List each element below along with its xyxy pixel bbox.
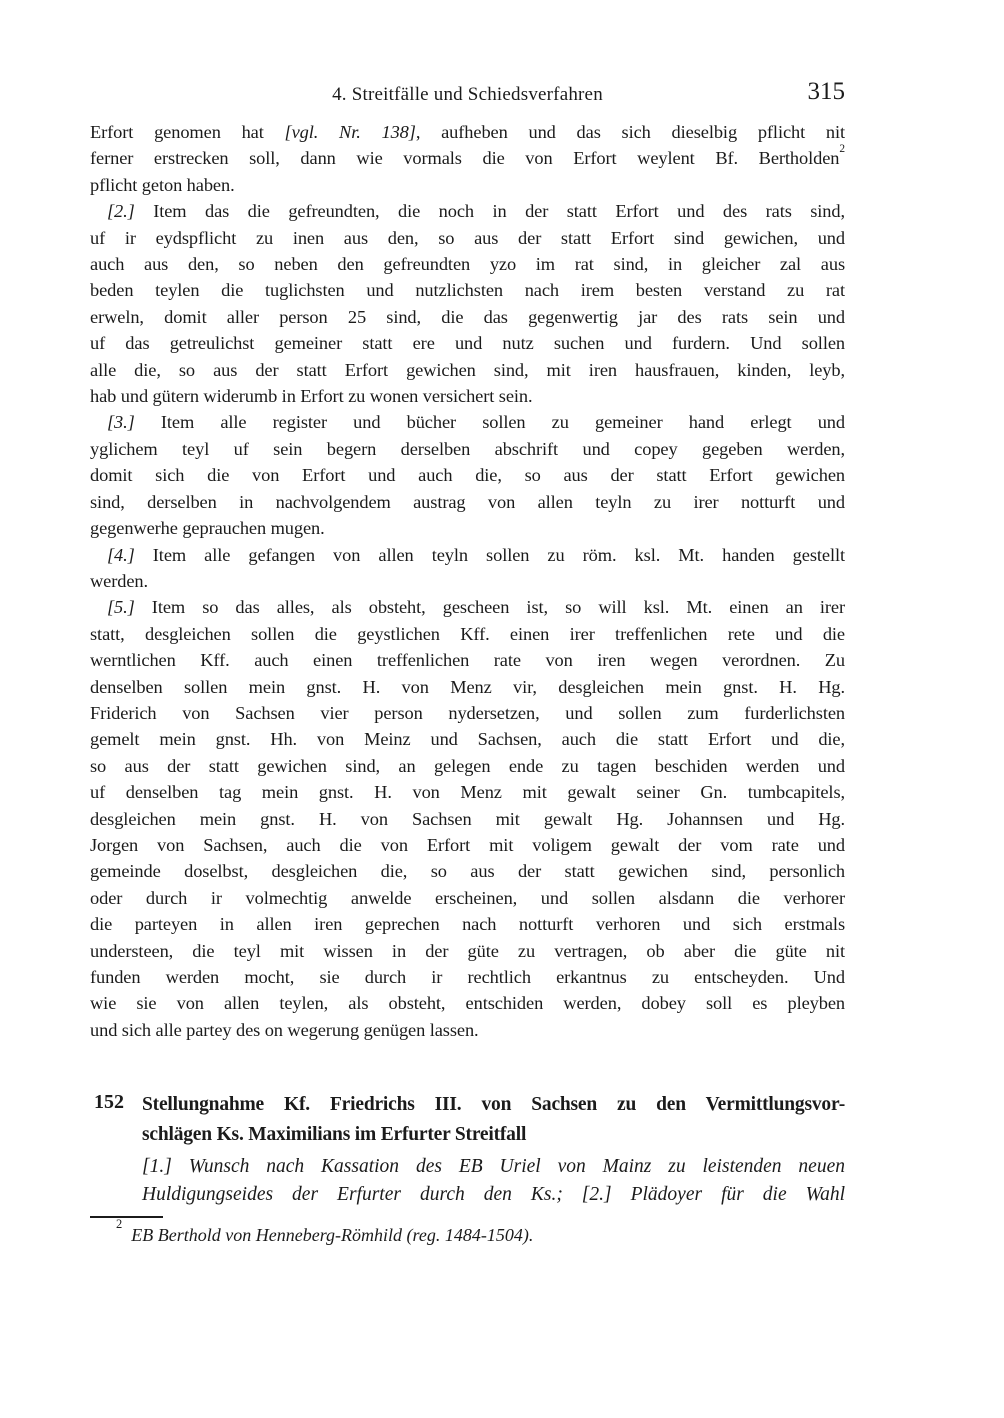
text-line [90,515,845,541]
footnote-line [90,1217,845,1246]
footnote [90,1216,845,1246]
body-text [90,119,845,1043]
text-line [90,594,845,620]
text-line [90,409,845,435]
text: uf denselben tag mein gnst. H. von Menz mit gewalt seiner Gn. tumbcapitels, [90,782,845,803]
text-line [90,911,845,937]
text: Jorgen von Sachsen, auch die von Erfort mit voligem gewalt der vom rate und [90,834,845,855]
text: Item alle register und bücher sollen zu gemeiner hand erlegt und [134,412,845,433]
text: ferner erstrecken soll, dann wie vormals die von Erfort weylent Bf. Bertholden [90,148,840,169]
text-line [90,172,845,198]
footnote-divider [90,1216,163,1218]
text: understeen, die teyl mit wissen in der güte zu vertragen, ob aber die güte nit [90,940,845,961]
text-line [90,383,845,409]
text: Stellungnahme Kf. Friedrichs III. von Sachsen zu den Vermittlungsvor- [142,1094,845,1115]
text-line [90,304,845,330]
text-line [90,330,845,356]
section-title [142,1090,845,1150]
italic-text: [3.] [107,412,135,433]
text-line [90,251,845,277]
text-line [90,277,845,303]
text: funden werden mocht, sie durch ir rechtlich erkantnus zu entscheyden. Und [90,967,845,987]
text-line [90,990,845,1016]
text: denselben sollen mein gnst. H. von Menz vir, desgleichen mein gnst. H. Hg. [90,676,845,697]
text-line [90,753,845,779]
text-line [90,832,845,858]
text-line [90,779,845,805]
section-number: 152 [94,1091,124,1113]
text: yglichem teyl uf sein begern derselben abschrift und copey gegeben werden, [90,438,845,459]
text: Item alle gefangen von allen teyln sollen zu röm. ksl. Mt. handen gestellt [134,544,845,565]
text-line [142,1153,845,1181]
italic-text: [4.] [107,544,135,565]
text: , aufheben und das sich dieselbig pflicht nit [415,122,846,142]
text-line [90,964,845,990]
text-line [90,119,845,145]
text: pflicht geton haben. [90,174,235,195]
text: die parteyen in allen iren geprechen nach notturft verhoren und sich erstmals [90,914,845,935]
page-number: 315 [807,78,845,105]
text-line [90,674,845,700]
text: statt, desgleichen sollen die geystlichen Kff. einen irer treffenlichen rete und die [90,623,845,644]
text-line [90,462,845,488]
text: erweln, domit aller person 25 sind, die das gegenwertig jar des rats sein und [90,306,845,327]
text: Item so das alles, als obsteht, gescheen ist, so will ksl. Mt. einen an irer [134,597,845,618]
text: gemelt mein gnst. Hh. von Meinz und Sachsen, auch die statt Erfort und die, [90,729,845,750]
text: desgleichen mein gnst. H. von Sachsen mit gewalt Hg. Johannsen und Hg. [90,808,845,829]
text-line [142,1181,845,1209]
text: gegenwerhe geprauchen mugen. [90,518,325,539]
text: werden. [90,570,149,591]
text-line [90,145,845,171]
text-line [90,198,845,224]
text: [1.] Wunsch nach Kassation des EB Uriel von Mainz zu leistenden neuen [142,1156,845,1177]
section-heading [90,1090,845,1150]
text: Erfort genomen hat [90,122,285,142]
text: Item das die gefreundten, die noch in der statt Erfort und des rats sind, [134,201,845,222]
text: Friderich von Sachsen vier person nydersetzen, und sollen zum furderlichsten [90,702,845,723]
text-line [90,806,845,832]
text-line [90,1017,845,1043]
footnote-marker: 2 [116,1217,123,1232]
text-line [90,885,845,911]
italic-text: [5.] [107,597,135,618]
text: alle die, so aus der statt Erfort gewichen sind, mit iren hausfrauen, kinden, leyb, [90,359,845,380]
text: hab und gütern widerumb in Erfort zu wonen versichert sein. [90,386,533,407]
text-line [142,1120,845,1150]
italic-text: [2.] [107,201,135,222]
text: beden teylen die tuglichsten und nutzlichsten nach irem besten verstand zu rat [90,280,845,301]
text-line [90,542,845,568]
text-line [90,436,845,462]
text: schlägen Ks. Maximilians im Erfurter Streitfall [142,1124,527,1145]
chapter-title: 4. Streitfälle und Schiedsverfahren [332,84,603,105]
section-summary [142,1153,845,1209]
text-line [90,568,845,594]
text-line [90,700,845,726]
text: wie sie von allen teylen, als obsteht, entschiden werden, dobey soll es pleyben [90,993,845,1014]
text-line [90,647,845,673]
text-line [90,357,845,383]
text-line [90,938,845,964]
text: auch aus den, so neben den gefreundten yzo im rat sind, in gleicher zal aus [90,254,845,275]
italic-text: [vgl. Nr. 138] [284,122,416,142]
superscript-footnote-ref: 2 [839,143,845,156]
running-head [90,78,845,110]
text-line [90,858,845,884]
text-line [142,1090,845,1120]
text: so aus der statt gewichen sind, an gelegen ende zu tagen beschiden werden und [90,755,845,776]
text: und sich alle partey des on wegerung genügen lassen. [90,1019,479,1040]
text-line [90,225,845,251]
text: Huldigungseides der Erfurter durch den Ks.; [2.] Plädoyer für die Wahl [142,1184,845,1205]
text-line [90,621,845,647]
text: oder durch ir volmechtig anwelde erscheinen, und sollen alsdann die verhorer [90,887,845,908]
text: werntlichen Kff. auch einen treffenlichen rate von iren wegen verordnen. Zu [90,650,845,671]
footnote-text: EB Berthold von Henneberg-Römhild (reg. 1484-1504). [131,1225,534,1245]
text: sind, derselben in nachvolgendem austrag von allen teyln zu irer notturft und [90,491,845,512]
text: gemeinde doselbst, desgleichen die, so aus der statt gewichen sind, personlich [90,861,845,882]
text-line [90,489,845,515]
text: uf das getreulichst gemeiner statt ere und nutz suchen und furdern. Und sollen [90,333,845,354]
text: uf ir eydspflicht zu inen aus den, so aus der statt Erfort sind gewichen, und [90,227,845,248]
text-line [90,726,845,752]
text: domit sich die von Erfort und auch die, so aus der statt Erfort gewichen [90,465,845,486]
